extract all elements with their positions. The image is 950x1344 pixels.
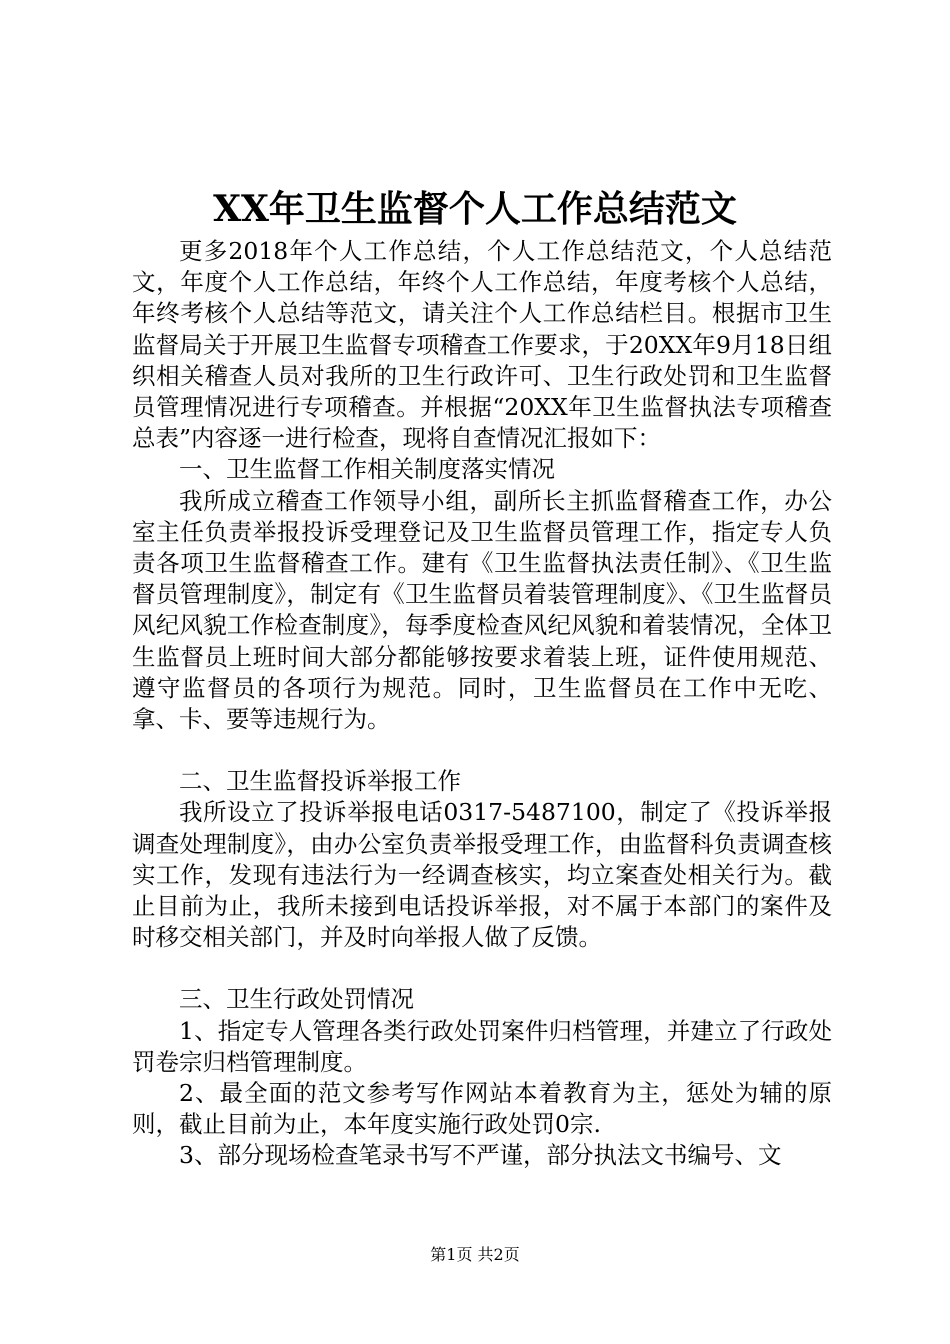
section-heading-2: 二、卫生监督投诉举报工作	[179, 767, 461, 796]
paragraph-gap	[132, 953, 832, 984]
document-body	[132, 236, 832, 1172]
intro-paragraph: 更多2018年个人工作总结，个人工作总结范文，个人总结范文，年度个人工作总结，年终个人工作总结，年度考核个人总结，年终考核个人总结等范文，请关注个人工作总结栏目。根据市卫生监督局关于开展卫生监督专项稽查工作要求，于20XX年9月18日组织相关稽查人员对我所的卫生行政许可、卫生行政处罚和卫生监督员管理情况进行专项稽查。并根据“20XX年卫生监督执法专项稽查总表”内容逐一进行检查，现将自查情况汇报如下：	[132, 237, 832, 453]
paragraph-gap	[132, 735, 832, 766]
section-3-item-2: 2、最全面的范文参考写作网站本着教育为主，惩处为辅的原则，截止目前为止，本年度实施行政处罚0宗.	[132, 1079, 832, 1139]
section-3-item-1: 1、指定专人管理各类行政处罚案件归档管理，并建立了行政处罚卷宗归档管理制度。	[132, 1016, 832, 1076]
page-footer: 第1页 共2页	[430, 1245, 520, 1264]
section-1-paragraph: 我所成立稽查工作领导小组，副所长主抓监督稽查工作，办公室主任负责举报投诉受理登记及卫生监督员管理工作，指定专人负责各项卫生监督稽查工作。建有《卫生监督执法责任制》、《卫生监督员管理制度》，制定有《卫生监督员着装管理制度》、《卫生监督员风纪风貌工作检查制度》，每季度检查风纪风貌和着装情况，全体卫生监督员上班时间大部分都能够按要求着装上班，证件使用规范、遵守监督员的各项行为规范。同时，卫生监督员在工作中无吃、拿、卡、要等违规行为。	[132, 486, 832, 734]
section-heading-1: 一、卫生监督工作相关制度落实情况	[179, 455, 555, 484]
section-2-paragraph: 我所设立了投诉举报电话0317-5487100，制定了《投诉举报调查处理制度》，由办公室负责举报受理工作，由监督科负责调查核实工作，发现有违法行为一经调查核实，均立案查处相关行为。截止目前为止，我所未接到电话投诉举报，对不属于本部门的案件及时移交相关部门，并及时向举报人做了反馈。	[132, 798, 832, 952]
section-heading-3: 三、卫生行政处罚情况	[179, 985, 414, 1014]
document-title: XX年卫生监督个人工作总结范文	[213, 188, 737, 230]
section-3-item-3: 3、部分现场检查笔录书写不严谨，部分执法文书编号、文	[179, 1141, 782, 1170]
